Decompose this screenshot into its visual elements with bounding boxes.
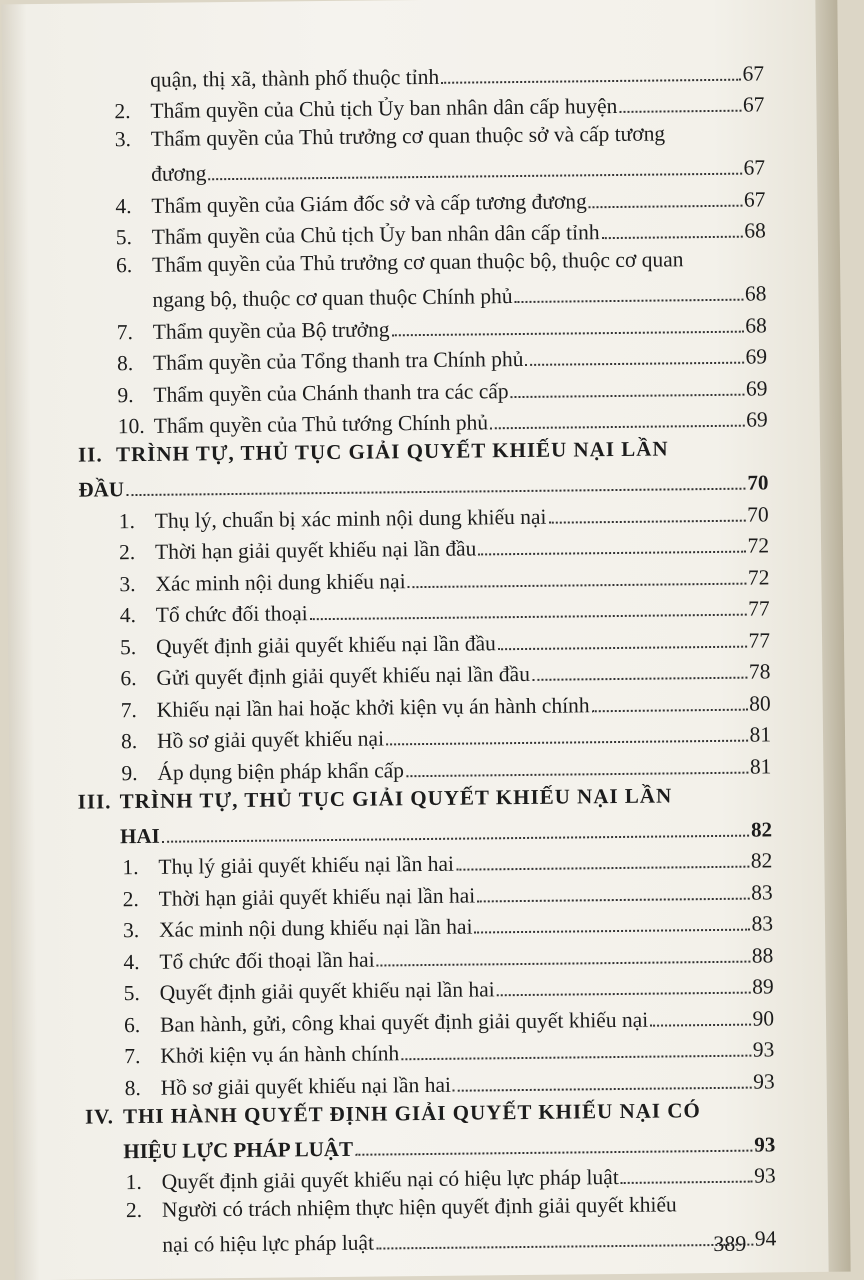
dot-leader xyxy=(377,960,750,966)
toc-entry-number: 6. xyxy=(115,253,133,278)
toc-entry-text: Thẩm quyền của Chủ tịch Ủy ban nhân dân cấp tỉnh xyxy=(151,220,600,249)
toc-page: 90 xyxy=(752,1005,775,1031)
dot-leader xyxy=(475,929,750,934)
toc-entry-text: Quyết định giải quyết khiếu nại lần hai xyxy=(159,977,495,1005)
section-title-line1: TRÌNH TỰ, THỦ TỤC GIẢI QUYẾT KHIẾU NẠI LẦN xyxy=(115,436,669,467)
toc-entry-text: Gửi quyết định giải quyết khiếu nại lần đầu xyxy=(156,661,531,690)
toc-entry-number: 5. xyxy=(115,225,133,250)
section-number: IV. xyxy=(84,1103,115,1129)
toc-entry-number: 4. xyxy=(115,193,132,218)
toc-entry-number: 5. xyxy=(123,981,140,1006)
toc-entry-text: Tổ chức đối thoại lần hai xyxy=(159,947,375,974)
toc-page: 77 xyxy=(748,596,770,621)
toc-page: 67 xyxy=(743,155,766,180)
toc-page: 83 xyxy=(751,879,773,905)
toc-entry-text: Thẩm quyền của Thủ trưởng cơ quan thuộc sở và cấp tương xyxy=(150,121,666,151)
toc-page: 67 xyxy=(743,186,766,212)
dot-leader xyxy=(515,299,743,303)
toc-entry-text: Thời hạn giải quyết khiếu nại lần hai xyxy=(158,882,476,911)
toc-entry-text: Áp dụng biện pháp khẩn cấp xyxy=(157,757,405,785)
toc-entry-text: Ban hành, gửi, công khai quyết định giải quyết khiếu nại xyxy=(159,1007,649,1037)
toc-entry-number: 8. xyxy=(116,351,134,376)
toc-page: 82 xyxy=(750,848,773,873)
toc-page: 72 xyxy=(747,564,770,590)
toc-entry-text-cont: ngang bộ, thuộc cơ quan thuộc Chính phủ xyxy=(152,284,513,312)
toc-page: 93 xyxy=(752,1037,775,1062)
toc-page: 67 xyxy=(742,60,765,86)
toc-page: 80 xyxy=(749,690,771,716)
dot-leader xyxy=(126,488,745,496)
dot-leader xyxy=(548,519,745,523)
toc-page: 72 xyxy=(747,533,770,558)
toc-page: 69 xyxy=(746,407,768,432)
toc-page: 81 xyxy=(749,753,772,779)
toc-page: 93 xyxy=(753,1068,775,1094)
toc-page: 89 xyxy=(752,974,774,999)
dot-leader xyxy=(376,1244,753,1250)
toc-entry-number: 2. xyxy=(118,540,136,565)
toc-entry-number: 7. xyxy=(116,319,134,344)
dot-leader xyxy=(498,645,747,650)
toc-entry-number: 3. xyxy=(119,571,136,596)
toc-entry-text: Thẩm quyền của Chủ tịch Ủy ban nhân dân cấp huyện xyxy=(150,93,618,123)
toc-entry-text: Quyết định giải quyết khiếu nại lần đầu xyxy=(155,630,496,659)
dot-leader xyxy=(162,834,749,842)
toc-page: 93 xyxy=(754,1131,776,1157)
dot-leader xyxy=(408,582,746,588)
page-edge xyxy=(815,0,850,1272)
toc-entry-number: 4. xyxy=(119,603,136,628)
toc-entry-number: 10. xyxy=(117,413,145,439)
toc-entry-number: 2. xyxy=(122,886,139,911)
toc-entry-text: Hồ sơ giải quyết khiếu nại lần hai xyxy=(160,1072,452,1100)
section-title-line2: HAI xyxy=(119,823,160,848)
dot-leader xyxy=(478,551,745,556)
section3-list xyxy=(82,842,775,1101)
toc-entry-text: Khiếu nại lần hai hoặc khởi kiện vụ án hành chính xyxy=(156,692,590,722)
toc-entry-number: 4. xyxy=(123,949,140,974)
toc-page: 88 xyxy=(751,942,774,968)
part1-list xyxy=(74,86,768,440)
dot-leader xyxy=(511,393,744,397)
dot-leader xyxy=(310,614,747,621)
toc-entry-number: 2. xyxy=(125,1198,143,1223)
toc-entry-text: Thẩm quyền của Chánh thanh tra các cấp xyxy=(153,378,509,407)
toc-page: 68 xyxy=(744,281,767,306)
dot-leader xyxy=(526,362,744,366)
toc-entry-number: 8. xyxy=(120,729,138,754)
toc-page: 70 xyxy=(747,470,769,495)
toc-entry-text: Khởi kiện vụ án hành chính xyxy=(160,1041,400,1068)
page-number: 389 xyxy=(713,1230,747,1257)
toc-entry-number: 9. xyxy=(117,382,134,407)
toc-entry-text: Hồ sơ giải quyết khiếu nại xyxy=(156,726,385,753)
dot-leader xyxy=(386,740,748,746)
dot-leader xyxy=(477,897,749,902)
dot-leader xyxy=(355,1149,752,1155)
dot-leader xyxy=(406,771,748,777)
toc-entry-number: 3. xyxy=(122,918,140,943)
dot-leader xyxy=(453,1086,751,1091)
dot-leader xyxy=(401,1055,751,1061)
toc-entry-number: 8. xyxy=(124,1075,141,1100)
toc-entry-number: 3. xyxy=(114,127,132,152)
toc-page: 77 xyxy=(748,627,771,653)
toc-page: 81 xyxy=(749,722,772,747)
toc-entry-text: Xác minh nội dung khiếu nại lần hai xyxy=(158,914,473,942)
toc-page: 70 xyxy=(747,501,769,527)
section-title-line1: TRÌNH TỰ, THỦ TỤC GIẢI QUYẾT KHIẾU NẠI LẦN xyxy=(119,782,673,813)
toc-page: 67 xyxy=(742,92,765,117)
toc-entry-text: Thẩm quyền của Thủ tướng Chính phủ xyxy=(153,410,489,438)
toc-entry-number: 7. xyxy=(124,1044,141,1069)
toc-entry-number: 6. xyxy=(123,1012,141,1037)
dot-leader xyxy=(441,78,740,83)
dot-leader xyxy=(621,1181,752,1184)
book-page xyxy=(1,0,850,1280)
dot-leader xyxy=(392,330,744,336)
toc-entry-number: 5. xyxy=(119,634,137,659)
dot-leader xyxy=(589,204,742,208)
dot-leader xyxy=(602,236,743,239)
toc-entry-number: 1. xyxy=(125,1170,142,1195)
toc-entry-text: Người có trách nhiệm thực hiện quyết định giải quyết khiếu xyxy=(161,1192,677,1222)
toc-page: 78 xyxy=(748,659,771,684)
section4-list xyxy=(85,1157,776,1259)
toc-entry-text: Thẩm quyền của Giám đốc sở và cấp tương đương xyxy=(151,188,587,218)
toc-entry-text-cont: nại có hiệu lực pháp luật xyxy=(162,1230,375,1257)
toc-page: 93 xyxy=(754,1163,776,1188)
table-of-contents xyxy=(74,54,776,1258)
dot-leader xyxy=(490,425,744,430)
section-number: II. xyxy=(77,442,103,467)
toc-entry-text: Quyết định giải quyết khiếu nại có hiệu lực pháp luật xyxy=(161,1165,619,1194)
toc-entry-number: 1. xyxy=(118,508,136,533)
toc-entry-number: 2. xyxy=(114,99,131,124)
toc-entry-text-cont: đương xyxy=(150,161,207,186)
toc-page: 83 xyxy=(751,911,774,936)
toc-entry-number: 6. xyxy=(120,666,137,691)
toc-entry-text: Xác minh nội dung khiếu nại xyxy=(155,568,406,596)
toc-entry-text: quận, thị xã, thành phố thuộc tỉnh xyxy=(150,64,440,92)
dot-leader xyxy=(497,992,751,997)
toc-entry-number: 1. xyxy=(122,855,139,880)
toc-entry-text: Tổ chức đối thoại xyxy=(155,601,308,627)
toc-page: 82 xyxy=(750,816,773,842)
toc-page: 68 xyxy=(745,312,767,338)
toc-entry-number: 7. xyxy=(120,697,137,722)
section-number: III. xyxy=(77,788,112,814)
dot-leader xyxy=(619,110,741,113)
dot-leader xyxy=(208,173,741,181)
toc-entry-text: Thụ lý giải quyết khiếu nại lần hai xyxy=(158,851,455,879)
dot-leader xyxy=(592,708,748,712)
toc-entry-text: Thụ lý, chuẩn bị xác minh nội dung khiếu nại xyxy=(154,504,547,533)
toc-entry-text: Thẩm quyền của Tổng thanh tra Chính phủ xyxy=(152,346,524,375)
toc-entry-text: Thời hạn giải quyết khiếu nại lần đầu xyxy=(154,536,477,564)
toc-entry-text: Thẩm quyền của Bộ trưởng xyxy=(152,316,390,344)
toc-entry-text: Thẩm quyền của Thủ trưởng cơ quan thuộc bộ, thuộc cơ quan xyxy=(151,247,684,277)
toc-page: 94 xyxy=(754,1226,777,1251)
toc-page: 68 xyxy=(744,218,766,243)
dot-leader xyxy=(650,1023,750,1026)
dot-leader xyxy=(456,866,749,871)
toc-page: 69 xyxy=(745,344,768,369)
dot-leader xyxy=(532,677,747,681)
section-title-line2: ĐẦU xyxy=(78,477,125,502)
section-title-line2: HIỆU LỰC PHÁP LUẬT xyxy=(123,1136,354,1163)
section-title-line1: THI HÀNH QUYẾT ĐỊNH GIẢI QUYẾT KHIẾU NẠI CÓ xyxy=(122,1097,701,1128)
toc-page: 69 xyxy=(745,375,768,401)
toc-entry-number: 9. xyxy=(121,760,138,785)
section2-list xyxy=(79,495,772,786)
